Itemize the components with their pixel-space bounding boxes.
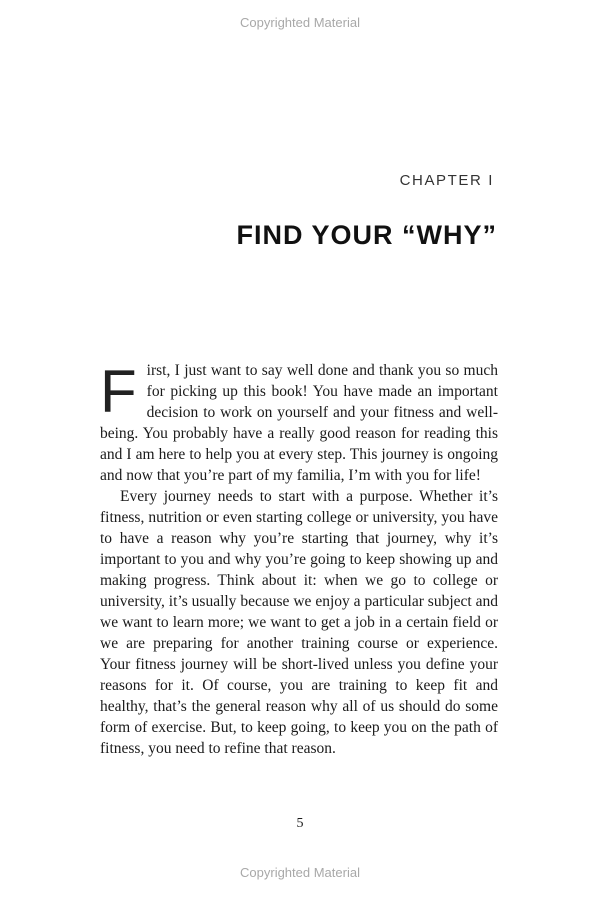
paragraph-1 (100, 360, 498, 486)
watermark-bottom: Copyrighted Material (240, 865, 360, 880)
paragraph-2: Every journey needs to start with a purpose. Whether it’s fitness, nutrition or even starting college or university, you have to have a reason why you’re starting that journey, why it’s important to you and why you’re going to keep showing up and making progress. Think about it: when we go to college or university, it’s usually because we enjoy a particular subject and we want to learn more; we want to get a job in a certain field or we are preparing for another training course or experience. Your fitness journey will be short-lived unless you define your reasons for it. Of course, you are training to keep fit and healthy, that’s the general reason why all of us should do some form of exercise. But, to keep going, to keep you on the path of fitness, you need to refine that reason. (100, 488, 498, 757)
watermark-top: Copyrighted Material (240, 15, 360, 30)
chapter-label: CHAPTER I (399, 172, 494, 189)
body-text (100, 360, 498, 759)
chapter-title: FIND YOUR “WHY” (236, 220, 497, 250)
page-number: 5 (296, 816, 304, 831)
paragraph-1-text: irst, I just want to say well done and thank you so much for picking up this book! You have made an important decision to work on yourself and your fitness and well-being. You probably have a really good reason for reading this and I am here to help you at every step. This journey is ongoing and now that you’re part of my familia, I’m with you for life! (100, 362, 498, 484)
drop-cap: F (100, 358, 137, 425)
